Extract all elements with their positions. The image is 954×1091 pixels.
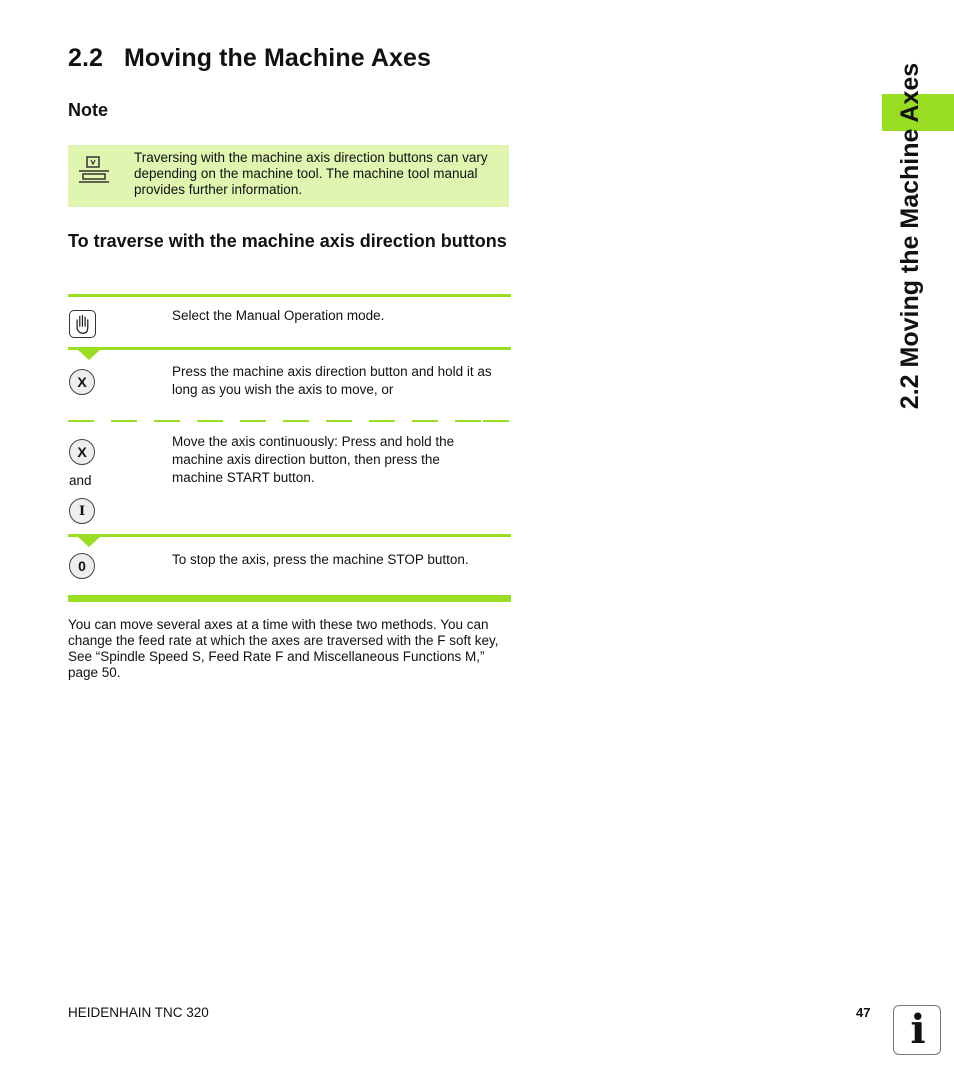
machine-tool-icon — [77, 155, 111, 185]
footer-manual-name: HEIDENHAIN TNC 320 — [68, 1005, 209, 1020]
page-title — [68, 44, 431, 73]
machine-stop-key: 0 — [69, 553, 95, 579]
step-arrow — [78, 537, 100, 547]
step-text: To stop the axis, press the machine STOP button. — [172, 552, 469, 567]
page-number: 47 — [856, 1005, 871, 1020]
side-section-title: 2.2 Moving the Machine Axes — [896, 62, 924, 410]
step-divider — [68, 534, 511, 537]
section-title: Moving the Machine Axes — [124, 44, 431, 72]
axis-direction-x-key: X — [69, 439, 95, 465]
procedure-end-bar — [68, 595, 511, 602]
info-icon — [893, 1005, 941, 1055]
section-number: 2.2 — [68, 44, 104, 72]
axis-direction-x-key: X — [69, 369, 95, 395]
and-label: and — [69, 473, 92, 488]
note-box — [68, 145, 509, 207]
step-divider — [68, 294, 511, 297]
note-text: Traversing with the machine axis direction buttons can vary depending on the machine tool. The machine tool manual provides further information. — [134, 150, 488, 197]
step-text: Press the machine axis direction button and hold it as long as you wish the axis to move, or — [172, 364, 492, 397]
machine-start-key: I — [69, 498, 95, 524]
body-paragraph: You can move several axes at a time with these two methods. You can change the feed rate at which the axes are traversed with the F soft key, See “Spindle Speed S, Feed Rate F and Miscellaneous Functions M,” page 50. — [68, 617, 499, 680]
procedure-heading: To traverse with the machine axis direction buttons — [68, 231, 507, 251]
step-arrow — [78, 350, 100, 360]
step-divider — [68, 347, 511, 350]
step-text: Move the axis continuously: Press and hold the machine axis direction button, then press the machine START button. — [172, 434, 455, 485]
note-heading: Note — [68, 100, 108, 120]
info-icon-letter: i — [910, 1006, 926, 1053]
step-text: Select the Manual Operation mode. — [172, 308, 385, 323]
alternative-divider — [68, 420, 511, 422]
manual-operation-hand-key-icon — [69, 310, 96, 338]
